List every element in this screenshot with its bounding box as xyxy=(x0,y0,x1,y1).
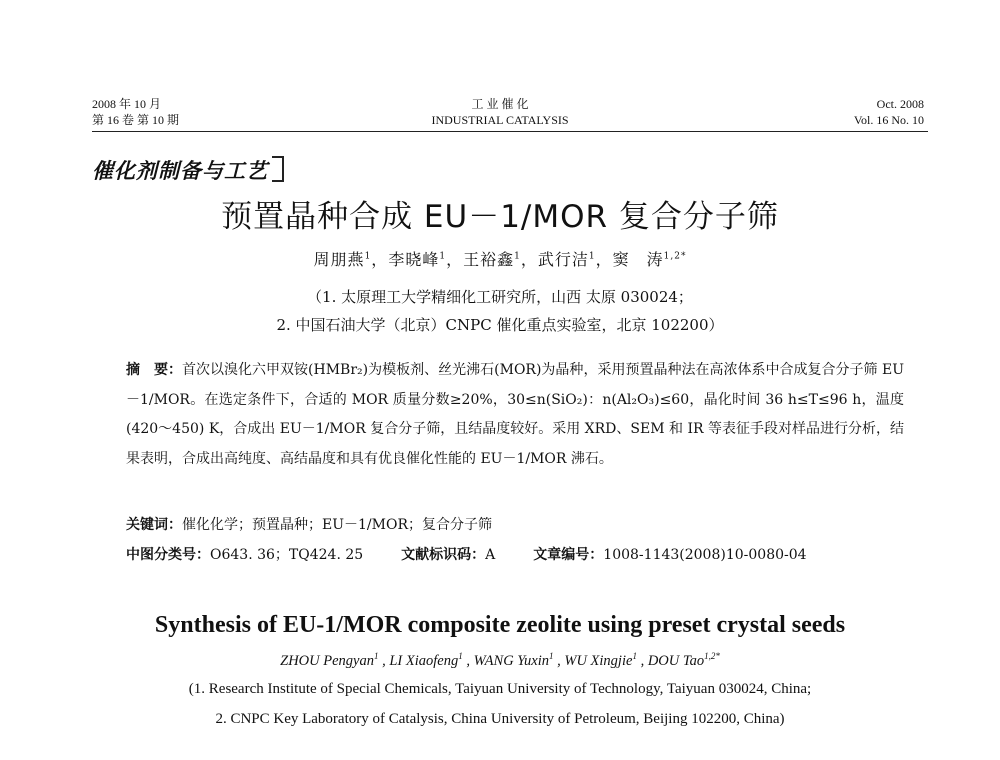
section-label xyxy=(92,155,284,185)
clc-label: 中图分类号： xyxy=(126,547,210,563)
abstract-label: 摘 要： xyxy=(126,362,183,378)
english-affiliation-2: 2. CNPC Key Laboratory of Catalysis, China University of Petroleum, Beijing 102200, China) xyxy=(215,711,785,727)
author-affiliation-mark: 1 xyxy=(439,251,447,262)
article-no-value: 1008-1143(2008)10-0080-04 xyxy=(603,547,807,563)
classification-line xyxy=(126,544,926,564)
english-author-mark: 1,2* xyxy=(704,651,720,661)
english-author-list: ZHOU Pengyan$^1$ , LI Xiaofeng$^1$ , WANG Yuxin$^1$ , WU Xingjie$^1$ , DOU Tao$^{1,2*}$ xyxy=(280,651,720,669)
author-list: 周朋燕$^1$，李晓峰$^1$，王裕鑫$^1$，武行洁$^1$，窦 涛$^{1,2*}$ xyxy=(313,250,687,269)
header-date: 2008 年 10 月 xyxy=(92,97,162,111)
author-name: 周朋燕 xyxy=(313,250,365,269)
english-author-name: LI Xiaofeng xyxy=(389,652,459,669)
english-affiliation-1: (1. Research Institute of Special Chemicals, Taiyuan University of Technology, Taiyuan 030024, China; xyxy=(188,681,812,697)
english-title: Synthesis of EU-1/MOR composite zeolite using preset crystal seeds xyxy=(154,612,846,638)
author-name: 武行洁 xyxy=(537,250,589,269)
journal-name-en: INDUSTRIAL CATALYSIS xyxy=(431,113,569,127)
affiliation-1: （1. 太原理工大学精细化工研究所，山西 太原 030024； xyxy=(307,288,693,306)
header-volume-en: Vol. 16 No. 10 xyxy=(853,113,924,127)
author-affiliation-mark: 1 xyxy=(514,251,521,262)
header-rule xyxy=(92,131,928,132)
english-author-name: DOU Tao xyxy=(647,652,705,669)
section-bracket-icon xyxy=(272,156,284,182)
doc-code-value: A xyxy=(485,547,496,563)
header-issue-en xyxy=(854,96,924,128)
english-author-name: ZHOU Pengyan xyxy=(280,652,374,669)
journal-name-cn: 工 业 催 化 xyxy=(471,97,529,111)
affiliation-2: 2. 中国石油大学（北京）CNPC 催化重点实验室，北京 102200） xyxy=(276,316,724,334)
header-volume-cn: 第 16 卷 第 10 期 xyxy=(92,113,180,127)
section-label-text: 催化剂制备与工艺 xyxy=(92,159,268,183)
author-name: 李晓峰 xyxy=(388,250,440,269)
keywords xyxy=(126,514,492,534)
keywords-text: 催化化学；预置晶种；EU－1/MOR；复合分子筛 xyxy=(182,517,492,533)
doc-code-label: 文献标识码： xyxy=(401,547,486,563)
article-no-label: 文章编号： xyxy=(533,547,604,563)
author-name: 王裕鑫 xyxy=(463,250,515,269)
english-author-mark: 1 xyxy=(373,651,379,661)
header-date-en: Oct. 2008 xyxy=(876,97,924,111)
english-author-mark: 1 xyxy=(549,651,554,661)
english-author-name: WANG Yuxin xyxy=(473,652,549,669)
english-author-mark: 1 xyxy=(458,651,463,661)
english-author-name: WU Xingjie xyxy=(564,652,633,669)
author-affiliation-mark: 1 xyxy=(364,251,372,262)
abstract-text: 首次以溴化六甲双铵(HMBr₂)为模板剂、丝光沸石(MOR)为晶种，采用预置晶种法在高浓体系中合成复合分子筛 EU－1/MOR。在选定条件下，合适的 MOR 质量分数≥20%，30≤n(SiO₂)：n(Al₂O₃)≤60，晶化时间 36 h≤T≤96 h，温度(420～450) K，合成出 EU－1/MOR 复合分子筛，且结晶度较好。采用 XRD、SEM 和 IR 等表征手段对样品进行分析，结果表明，合成出高纯度、高结晶度和具有优良催化性能的 EU－1/MOR 沸石。 xyxy=(126,362,904,467)
author-name: 窦 涛 xyxy=(612,250,664,269)
english-author-mark: 1 xyxy=(632,651,637,661)
clc-value: O643. 36；TQ424. 25 xyxy=(210,547,364,563)
paper-title: 预置晶种合成 EU－1/MOR 复合分子筛 xyxy=(221,199,779,235)
header-journal-name xyxy=(0,96,1000,128)
author-affiliation-mark: 1 xyxy=(588,251,596,262)
author-affiliation-mark: 1,2* xyxy=(663,251,687,262)
abstract xyxy=(126,356,904,474)
keywords-label: 关键词： xyxy=(126,517,182,533)
